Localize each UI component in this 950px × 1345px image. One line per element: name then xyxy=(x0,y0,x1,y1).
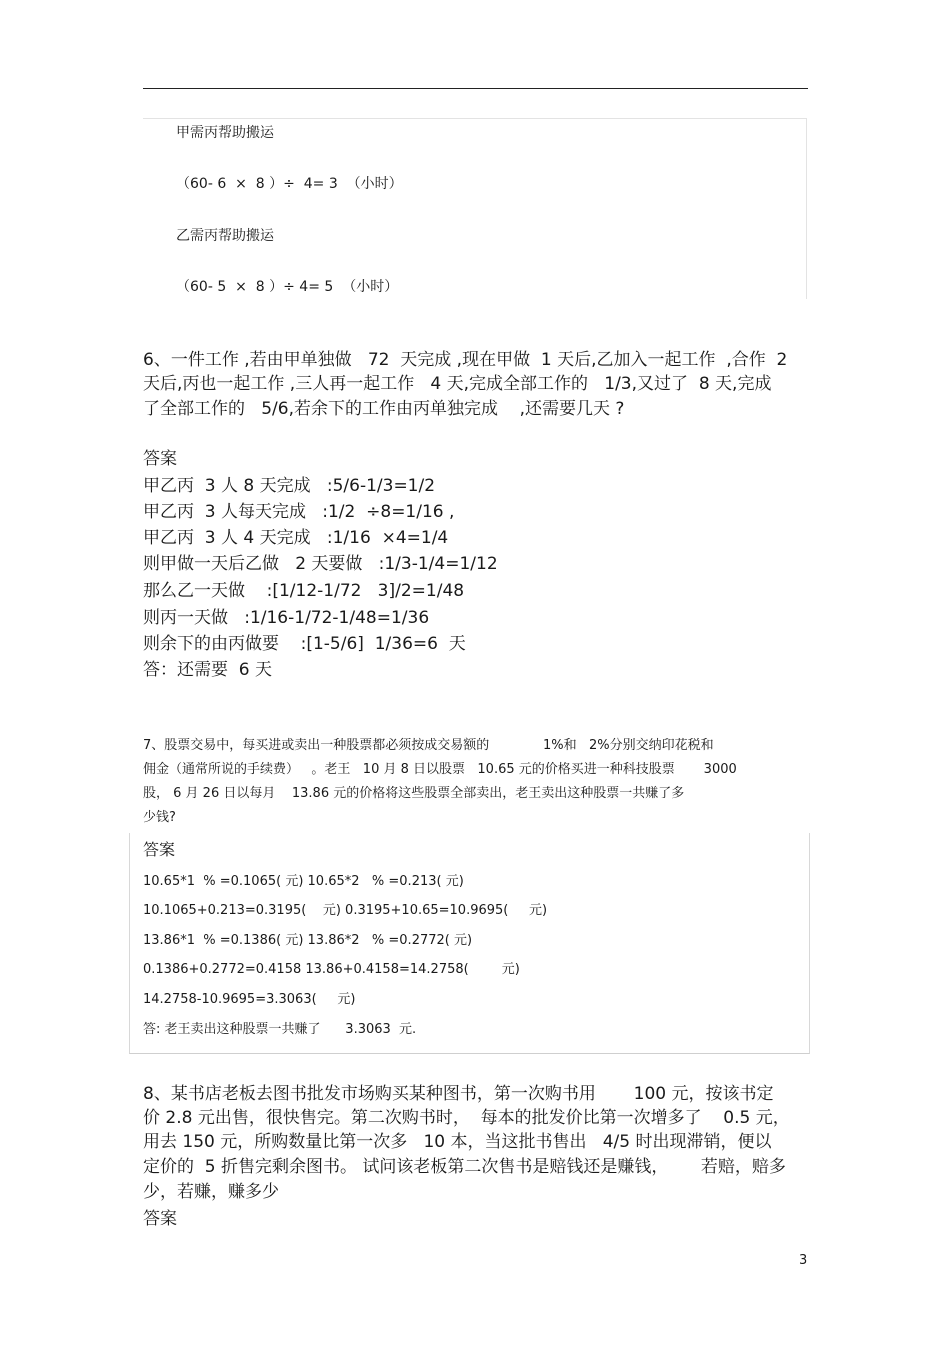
q6-answer-line: 则丙一天做 :1/16-1/72-1/48=1/36 xyxy=(143,608,430,628)
q6-answer-line: 则甲做一天后乙做 2 天要做 :1/3-1/4=1/12 xyxy=(143,554,498,574)
q6-text-line: 6、一件工作 ,若由甲单独做 72 天完成 ,现在甲做 1 天后,乙加入一起工作 ,合作 2 xyxy=(143,350,788,370)
q7-answer-label: 答案 xyxy=(143,840,176,859)
q8-text-line: 8、某书店老板去图书批发市场购买某种图书，第一次购书用 100 元，按该书定 xyxy=(143,1084,774,1104)
box-line: 乙需丙帮助搬运 xyxy=(176,228,274,244)
box-line: （60- 5 × 8 ）÷ 4= 5 （小时） xyxy=(176,279,399,295)
q8-text-line: 定价的 5 折售完剩余图书。 试问该老板第二次售书是赔钱还是赚钱， 若赔，赔多 xyxy=(143,1157,786,1177)
q7-answer-line: 0.1386+0.2772=0.4158 13.86+0.4158=14.2758( 元) xyxy=(143,962,520,977)
q6-answer-line: 那么乙一天做 :[1/12-1/72 3]/2=1/48 xyxy=(143,581,465,601)
q7-answer-line: 10.1065+0.213=0.3195( 元) 0.3195+10.65=10.9695( 元) xyxy=(143,903,548,918)
q6-text-line: 天后,丙也一起工作 ,三人再一起工作 4 天,完成全部工作的 1/3,又过了 8 天,完成 xyxy=(143,374,772,394)
q7-text-line: 股， 6 月 26 日以每月 13.86 元的价格将这些股票全部卖出，老王卖出这种股票一共赚了多 xyxy=(143,786,685,801)
q8-text-line: 价 2.8 元出售，很快售完。第二次购书时， 每本的批发价比第一次增多了 0.5 元， xyxy=(143,1108,790,1128)
q7-text-line: 7、股票交易中，每买进或卖出一种股票都必须按成交易额的 1%和 2%分别交纳印花税和 xyxy=(143,738,714,753)
q8-text-line: 用去 150 元，所购数量比第一次多 10 本，当这批书售出 4/5 时出现滞销，便以 xyxy=(143,1132,772,1152)
q6-answer-line: 甲乙丙 3 人每天完成 :1/2 ÷8=1/16 , xyxy=(143,502,455,522)
q7-answer-line: 答: 老王卖出这种股票一共赚了 3.3063 元. xyxy=(143,1022,417,1037)
q8-answer-label: 答案 xyxy=(143,1209,177,1229)
q7-answer-line: 13.86*1 % =0.1386( 元) 13.86*2 % =0.2772( 元) xyxy=(143,933,473,948)
q7-answer-line: 14.2758-10.9695=3.3063( 元) xyxy=(143,992,356,1007)
header-rule xyxy=(143,88,808,89)
q6-answer-line: 甲乙丙 3 人 4 天完成 :1/16 ×4=1/4 xyxy=(143,528,449,548)
box-line: （60- 6 × 8 ）÷ 4= 3 （小时） xyxy=(176,176,403,192)
continued-answer-box xyxy=(143,118,807,299)
box-line: 甲需丙帮助搬运 xyxy=(176,125,274,141)
q7-text-line: 少钱? xyxy=(143,810,176,825)
q6-answer-line: 则余下的由丙做要 :[1-5/6] 1/36=6 天 xyxy=(143,634,466,654)
q8-text-line: 少，若赚，赚多少 xyxy=(143,1182,279,1202)
q6-answer-line: 答：还需要 6 天 xyxy=(143,660,273,680)
q6-text-line: 了全部工作的 5/6,若余下的工作由丙单独完成 ,还需要几天 ? xyxy=(143,399,625,419)
q7-answer-line: 10.65*1 % =0.1065( 元) 10.65*2 % =0.213( 元) xyxy=(143,874,464,889)
page-number: 3 xyxy=(799,1253,808,1268)
q6-answer-label: 答案 xyxy=(143,449,177,469)
q6-answer-line: 甲乙丙 3 人 8 天完成 :5/6-1/3=1/2 xyxy=(143,476,436,496)
q7-text-line: 佣金（通常所说的手续费） 。老王 10 月 8 日以股票 10.65 元的价格买进一种科技股票 3000 xyxy=(143,762,737,777)
